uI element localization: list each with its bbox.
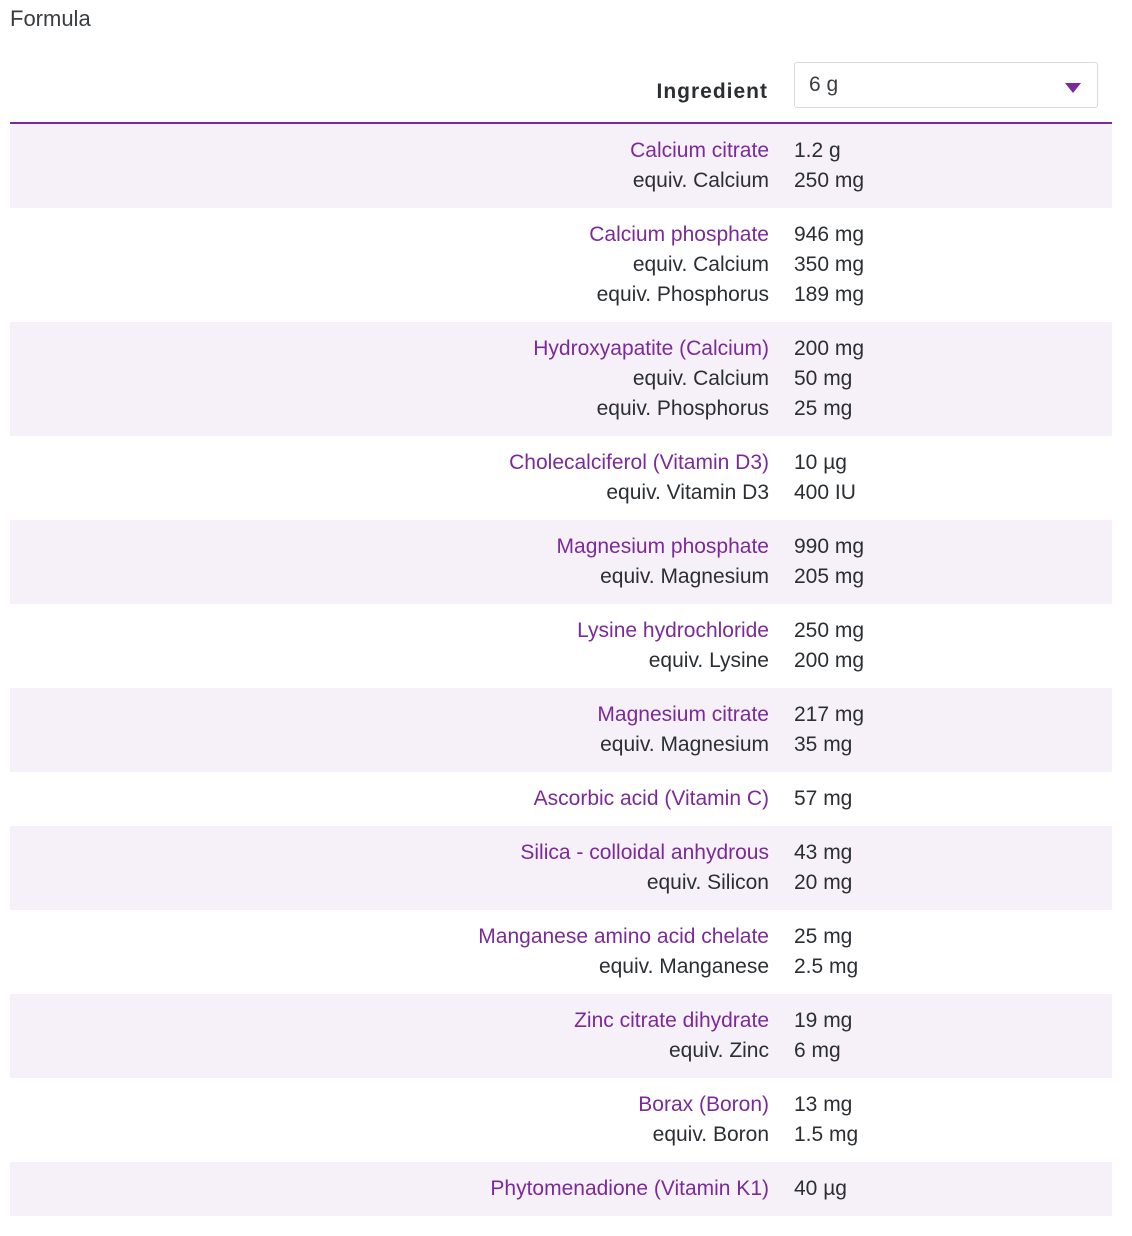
ingredient-amount: 19 mg [794,1009,853,1032]
equivalent-line [10,394,1112,424]
equivalent-line [10,478,1112,508]
equivalent-label: equiv. Magnesium [600,733,769,756]
ingredient-amount: 990 mg [794,535,865,558]
caret-down-icon [1065,83,1081,93]
equivalent-label: equiv. Lysine [648,649,769,672]
equivalent-line [10,646,1112,676]
equivalent-amount: 189 mg [794,283,865,306]
ingredient-row [10,436,1112,520]
equivalent-label: equiv. Manganese [598,955,769,978]
equivalent-amount: 205 mg [794,565,865,588]
table-header [10,60,1112,124]
ingredient-amount: 200 mg [794,337,865,360]
ingredient-name-cell [10,1006,769,1036]
dose-select[interactable] [794,62,1098,108]
ingredient-line [10,616,1112,646]
equivalent-line [10,730,1112,760]
ingredient-name-cell [10,1174,769,1204]
equivalent-amount: 20 mg [794,871,853,894]
ingredient-row [10,826,1112,910]
equivalent-amount: 6 mg [794,1039,841,1062]
equivalent-amount: 2.5 mg [794,955,859,978]
ingredient-table [10,124,1112,1216]
equivalent-line [10,562,1112,592]
ingredient-name-cell [10,220,769,250]
ingredient-line [10,1006,1112,1036]
ingredient-line [10,1090,1112,1120]
ingredient-amount: 40 µg [794,1177,847,1200]
ingredient-row [10,910,1112,994]
equivalent-line [10,364,1112,394]
ingredient-row [10,124,1112,208]
equivalent-amount: 35 mg [794,733,853,756]
ingredient-line [10,1174,1112,1204]
equivalent-amount: 250 mg [794,169,865,192]
ingredient-name-link[interactable]: Hydroxyapatite (Calcium) [533,337,769,360]
ingredient-line [10,700,1112,730]
ingredient-amount: 10 µg [794,451,847,474]
ingredient-name-link[interactable]: Zinc citrate dihydrate [574,1009,769,1032]
ingredient-name-cell [10,334,769,364]
ingredient-row [10,1162,1112,1216]
equivalent-line [10,250,1112,280]
ingredient-amount: 57 mg [794,787,853,810]
ingredient-name-cell [10,616,769,646]
ingredient-name-cell [10,136,769,166]
equivalent-label: equiv. Boron [652,1123,769,1146]
ingredient-name-link[interactable]: Phytomenadione (Vitamin K1) [490,1177,769,1200]
ingredient-row [10,208,1112,322]
equivalent-label: equiv. Vitamin D3 [606,481,769,504]
ingredient-name-link[interactable]: Calcium phosphate [589,223,769,246]
ingredient-line [10,532,1112,562]
ingredient-line [10,448,1112,478]
ingredient-name-link[interactable]: Manganese amino acid chelate [478,925,769,948]
equivalent-label: equiv. Zinc [669,1039,769,1062]
ingredient-name-cell [10,532,769,562]
ingredient-name-cell [10,922,769,952]
equivalent-amount: 50 mg [794,367,853,390]
equivalent-label: equiv. Magnesium [600,565,769,588]
ingredient-name-cell [10,784,769,814]
ingredient-row [10,1078,1112,1162]
ingredient-amount: 946 mg [794,223,865,246]
equivalent-label: equiv. Silicon [646,871,769,894]
equivalent-amount: 200 mg [794,649,865,672]
ingredient-row [10,994,1112,1078]
ingredient-line [10,220,1112,250]
equivalent-label: equiv. Calcium [632,169,769,192]
equivalent-line [10,166,1112,196]
ingredient-row [10,604,1112,688]
ingredient-amount: 1.2 g [794,139,841,162]
ingredient-name-link[interactable]: Ascorbic acid (Vitamin C) [533,787,769,810]
ingredient-name-link[interactable]: Magnesium citrate [597,703,769,726]
ingredient-amount: 25 mg [794,925,853,948]
ingredient-line [10,136,1112,166]
equivalent-amount: 400 IU [794,481,856,504]
equivalent-amount: 1.5 mg [794,1123,859,1146]
ingredient-name-link[interactable]: Magnesium phosphate [556,535,769,558]
ingredient-name-link[interactable]: Calcium citrate [630,139,769,162]
ingredient-column-header: Ingredient [656,80,768,103]
ingredient-name-link[interactable]: Silica - colloidal anhydrous [520,841,769,864]
ingredient-name-link[interactable]: Lysine hydrochloride [577,619,769,642]
ingredient-name-cell [10,1090,769,1120]
ingredient-row [10,772,1112,826]
ingredient-amount: 217 mg [794,703,865,726]
equivalent-line [10,1120,1112,1150]
ingredient-name-cell [10,838,769,868]
ingredient-line [10,784,1112,814]
ingredient-name-cell [10,448,769,478]
ingredient-row [10,520,1112,604]
equivalent-line [10,280,1112,310]
dose-select-value: 6 g [809,73,839,96]
ingredient-amount: 13 mg [794,1093,853,1116]
equivalent-amount: 25 mg [794,397,853,420]
equivalent-label: equiv. Calcium [632,253,769,276]
ingredient-row [10,688,1112,772]
equivalent-label: equiv. Phosphorus [596,283,769,306]
page-title: Formula [10,6,91,31]
ingredient-amount: 250 mg [794,619,865,642]
ingredient-amount: 43 mg [794,841,853,864]
equivalent-label: equiv. Phosphorus [596,397,769,420]
ingredient-line [10,838,1112,868]
equivalent-line [10,1036,1112,1066]
ingredient-name-cell [10,700,769,730]
ingredient-row [10,322,1112,436]
equivalent-label: equiv. Calcium [632,367,769,390]
ingredient-line [10,334,1112,364]
ingredient-name-link[interactable]: Borax (Boron) [638,1093,769,1116]
ingredient-line [10,922,1112,952]
equivalent-amount: 350 mg [794,253,865,276]
equivalent-line [10,952,1112,982]
equivalent-line [10,868,1112,898]
ingredient-name-link[interactable]: Cholecalciferol (Vitamin D3) [509,451,769,474]
